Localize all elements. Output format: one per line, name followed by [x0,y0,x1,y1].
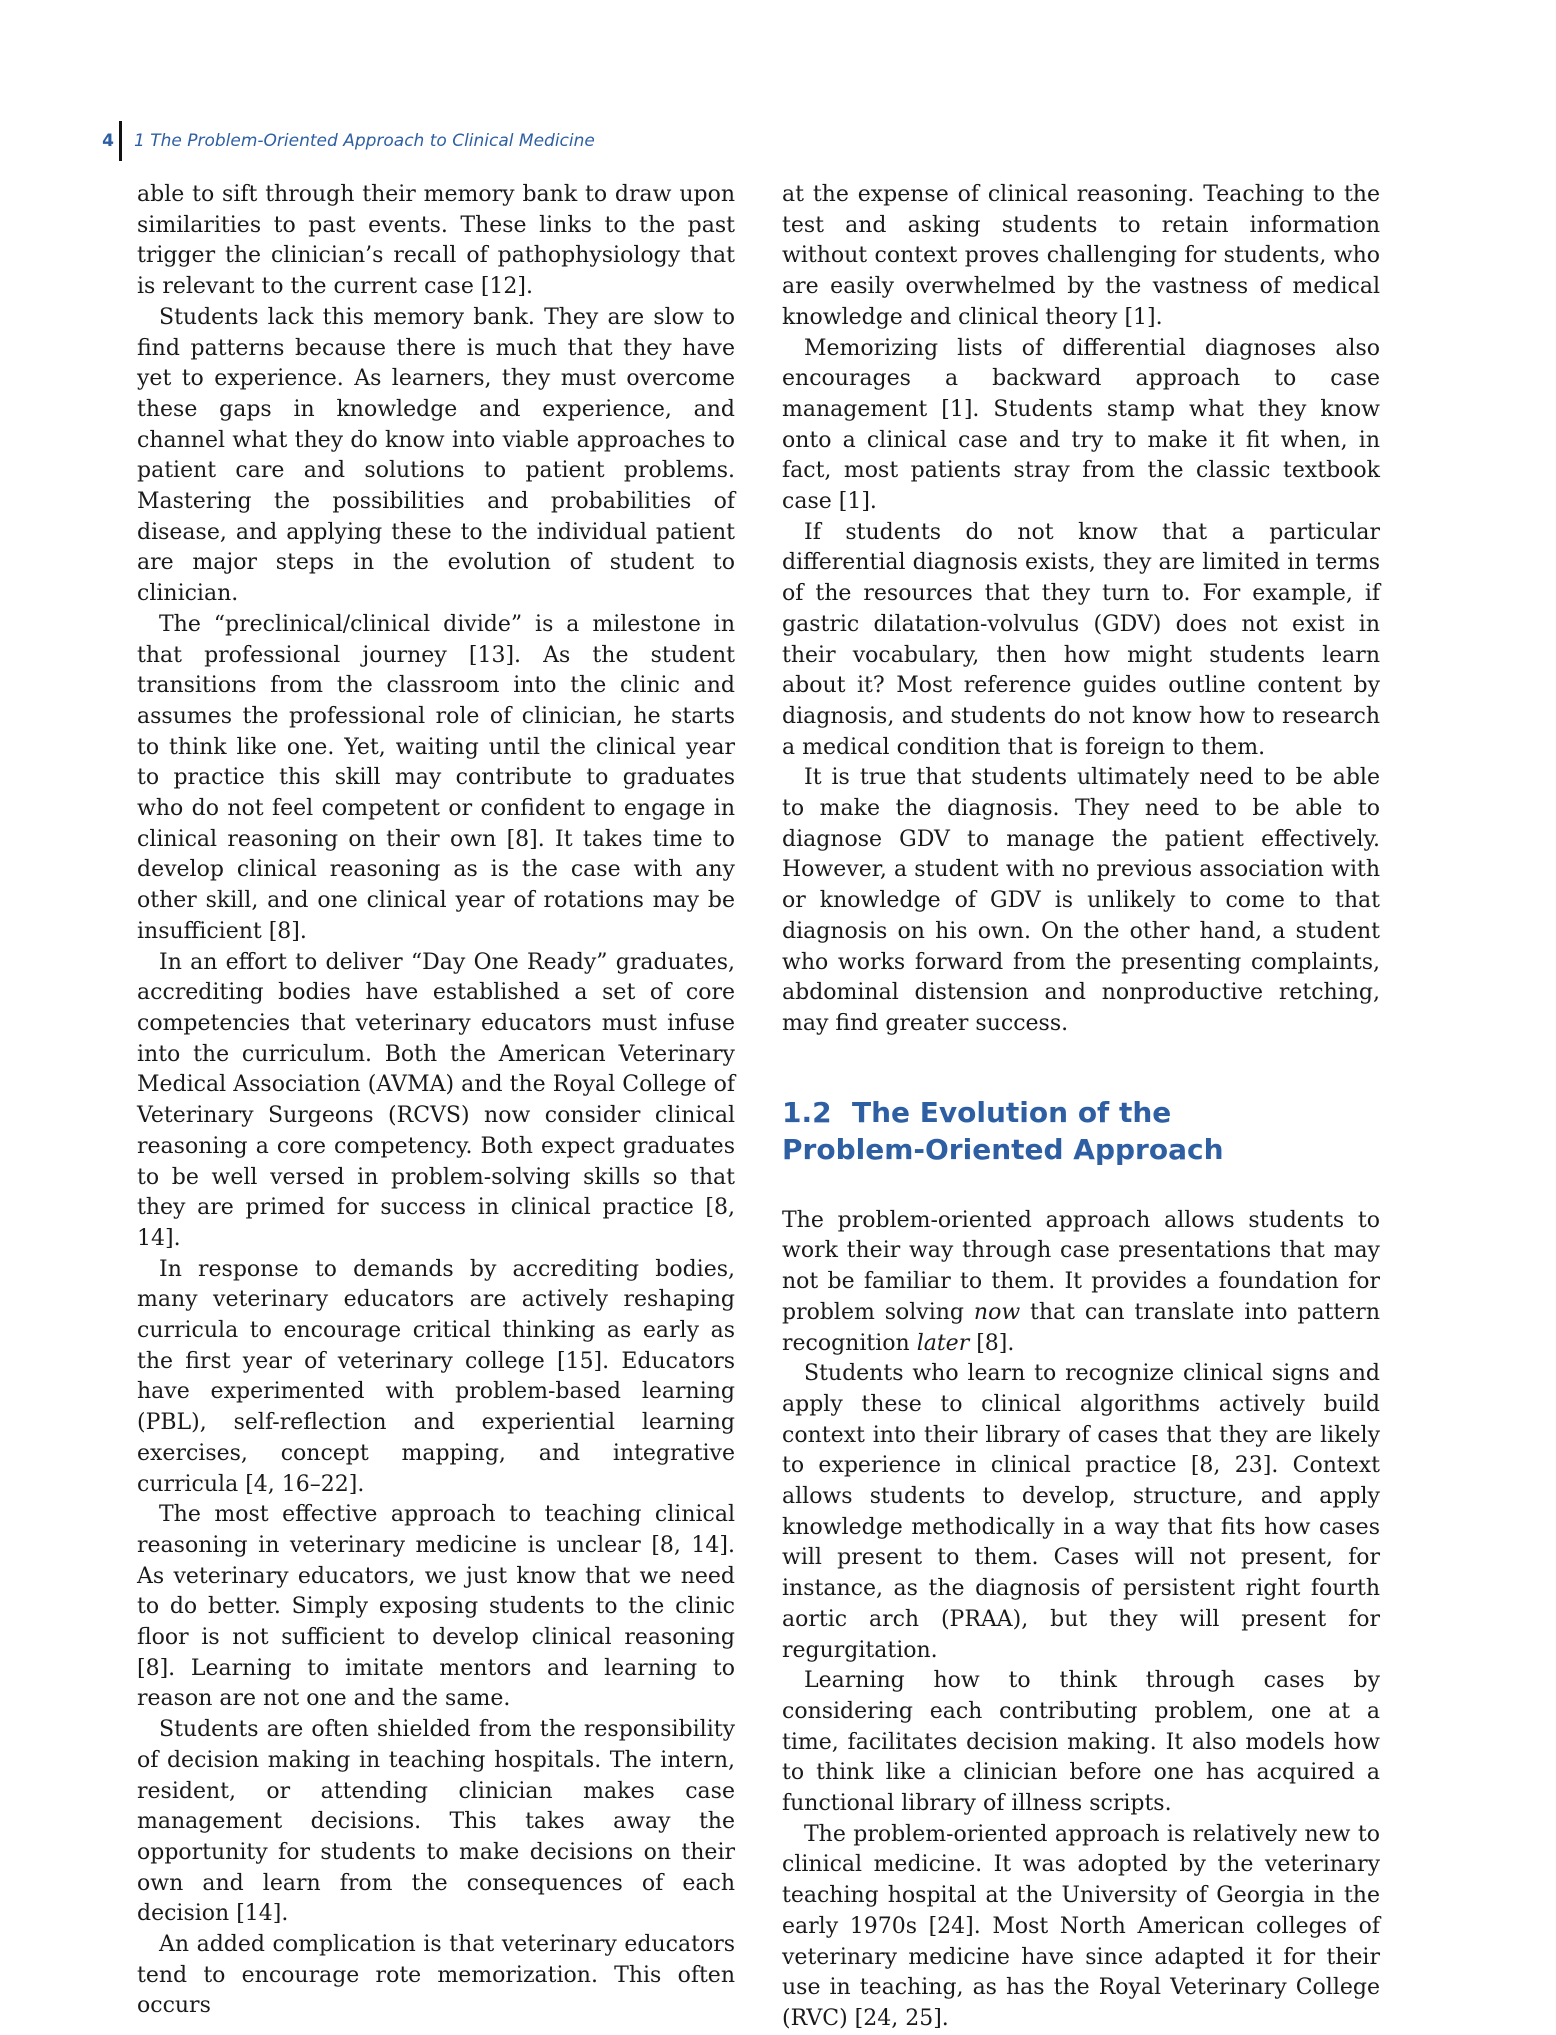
paragraph: at the expense of clinical reasoning. Teaching to the test and asking students to retain information without context proves challenging for students, who are easily overwhelmed by the vastness of medical knowledge and clinical theory [1]. [782,182,1380,330]
paragraph: An added complication is that veterinary educators tend to encourage rote memorization. This often occurs [137,1932,735,2019]
running-title: 1 The Problem-Oriented Approach to Clinical Medicine [134,131,595,151]
emphasis-later: later [916,1330,970,1356]
paragraph [782,1206,1380,1360]
page-number: 4 [102,131,114,151]
paragraph: Students are often shielded from the responsibility of decision making in teaching hospitals. The intern, resident, or attending clinician makes case management decisions. This takes away the opportunity for students to make decisions on their own and learn from the consequences of each decision [14]. [137,1717,735,1927]
paragraph: The problem-oriented approach is relatively new to clinical medicine. It was adopted by the veterinary teaching hospital at the University of Georgia in the early 1970s [24]. Most North American colleges of veterinary medicine have since adapted it for their use in teaching, as has the Royal Veterinary College (RVC) [24, 25]. [782,1821,1380,2031]
section-title-line2: Problem-Oriented Approach [782,1132,1224,1166]
paragraph: Students who learn to recognize clinical signs and apply these to clinical algorithms actively build context into their library of cases that they are likely to experience in clinical practice [8, 23]. Context allows students to develop, structure, and apply knowledge methodically in a way that fits how cases will present to them. Cases will not present, for instance, as the diagnosis of persistent right fourth aortic arch (PRAA), but they will present for regurgitation. [782,1361,1380,1663]
paragraph: The most effective approach to teaching clinical reasoning in veterinary medicine is unclear [8, 14]. As veterinary educators, we just know that we need to do better. Simply exposing students to the clinic floor is not sufficient to develop clinical reasoning [8]. Learning to imitate mentors and learning to reason are not one and the same. [137,1502,735,1712]
paragraph: Learning how to think through cases by considering each contributing problem, one at a time, facilitates decision making. It also models how to think like a clinician before one has acquired a functional library of illness scripts. [782,1668,1380,1817]
text-run: The problem-oriented approach allows students to work their way through case presentations that may not be familiar to them. It provides a foundation for problem solving [782,1207,1380,1325]
paragraph: If students do not know that a particular differential diagnosis exists, they are limited in terms of the resources that they turn to. For example, if gastric dilatation-volvulus (GDV) does not exist in their vocabulary, then how might students learn about it? Most reference guides outline content by diagnosis, and students do not know how to research a medical condition that is foreign to them. [782,519,1380,760]
paragraph: In response to demands by accrediting bodies, many veterinary educators are actively reshaping curricula to encourage critical thinking as early as the first year of veterinary college [15]. Educators have experimented with problem-based learning (PBL), self-reflection and experiential learning exercises, concept mapping, and integrative curricula [4, 16–22]. [137,1256,735,1497]
section-number: 1.2 [782,1095,832,1129]
section-heading [782,1094,1380,1168]
section-title-line1: The Evolution of the [852,1095,1172,1129]
text-run: [8]. [969,1330,1015,1356]
paragraph: It is true that students ultimately need to be able to make the diagnosis. They need to be able to diagnose GDV to manage the patient effectively. However, a student with no previous association with or knowledge of GDV is unlikely to come to that diagnosis on his own. On the other hand, a student who works forward from the presenting complaints, abdominal distension and nonproductive retching, may find greater success. [782,765,1380,1036]
right-column [782,180,1380,2035]
header-divider [119,121,122,161]
paragraph: able to sift through their memory bank to draw upon similarities to past events. These links to the past trigger the clinician’s recall of pathophysiology that is relevant to the current case [12]. [137,182,735,300]
running-header [100,121,595,161]
paragraph: The “preclinical/clinical divide” is a milestone in that professional journey [13]. As the student transitions from the classroom into the clinic and assumes the professional role of clinician, he starts to think like one. Yet, waiting until the clinical year to practice this skill may contribute to graduates who do not feel competent or confident to engage in clinical reasoning on their own [8]. It takes time to develop clinical reasoning as is the case with any other skill, and one clinical year of rotations may be insufficient [8]. [137,611,735,944]
paragraph: Memorizing lists of differential diagnoses also encourages a backward approach to case management [1]. Students stamp what they know onto a clinical case and try to make it fit when, in fact, most patients stray from the classic textbook case [1]. [782,335,1380,515]
emphasis-now: now [973,1299,1021,1325]
text-run: that can translate into pattern recognition [782,1299,1380,1356]
left-column [137,180,735,2022]
paragraph: Students lack this memory bank. They are slow to find patterns because there is much that they have yet to experience. As learners, they must overcome these gaps in knowledge and experience, and channel what they do know into viable approaches to patient care and solutions to patient problems. Mastering the possibilities and probabilities of disease, and applying these to the individual patient are major steps in the evolution of student to clinician. [137,304,735,607]
paragraph: In an effort to deliver “Day One Ready” graduates, accrediting bodies have established a set of core competencies that veterinary educators must infuse into the curriculum. Both the American Veterinary Medical Association (AVMA) and the Royal College of Veterinary Surgeons (RCVS) now consider clinical reasoning a core competency. Both expect graduates to be well versed in problem-solving skills so that they are primed for success in clinical practice [8, 14]. [137,949,735,1251]
